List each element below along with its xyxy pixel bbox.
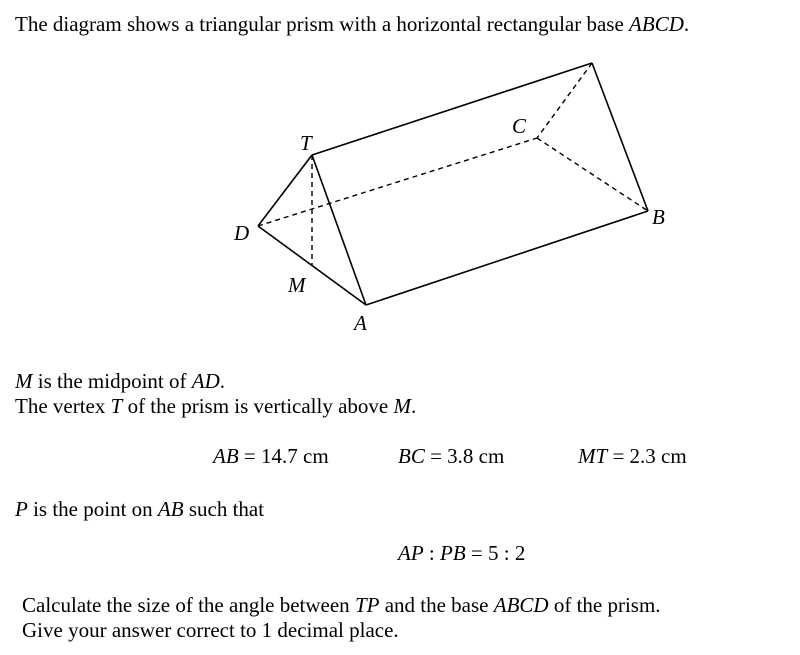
- ratio-colon: :: [423, 541, 440, 565]
- question-start: Calculate the size of the angle between: [22, 593, 355, 617]
- label-A: A: [354, 311, 367, 335]
- question-base: ABCD: [493, 593, 549, 617]
- label-B: B: [652, 205, 665, 229]
- fact-vertex-var: T: [110, 394, 123, 418]
- point-def-seg: AB: [157, 497, 184, 521]
- fact-midpoint: [15, 369, 225, 393]
- label-T: T: [300, 131, 312, 155]
- fact-vertex-var2: M: [393, 394, 411, 418]
- question-var-TP: TP: [354, 593, 380, 617]
- fact-midpoint-text: is the midpoint of: [32, 369, 192, 393]
- intro-base-name: ABCD: [629, 12, 684, 36]
- edge-T-ridge: [312, 63, 592, 155]
- edge-AB: [366, 211, 648, 305]
- fact-vertex: [15, 394, 416, 418]
- measurement-MT: [578, 444, 687, 468]
- ratio-AP: AP: [398, 541, 424, 565]
- measurement-name: AB: [213, 444, 239, 468]
- point-def-text: is the point on: [27, 497, 158, 521]
- label-C: C: [512, 114, 527, 138]
- question-mid: and the base: [379, 593, 494, 617]
- edge-TA: [312, 155, 366, 305]
- fact-vertex-end: .: [411, 394, 417, 418]
- ratio-PB: PB: [440, 541, 466, 565]
- question-line-2: [22, 618, 399, 642]
- question-instruction: Give your answer correct to 1 decimal place.: [22, 618, 399, 642]
- edge-ridge-C-hidden: [537, 63, 592, 138]
- measurement-BC: [398, 444, 504, 468]
- label-M: M: [288, 273, 306, 297]
- measurement-value: = 14.7 cm: [238, 444, 329, 468]
- label-D: D: [234, 221, 250, 245]
- intro-period: .: [683, 12, 690, 36]
- intro-body: The diagram shows a triangular prism with a horizontal rectangular base: [15, 12, 630, 36]
- edge-CB-hidden: [537, 138, 648, 211]
- point-definition: [15, 497, 264, 521]
- fact-midpoint-end: .: [219, 369, 225, 393]
- measurement-name: MT: [578, 444, 608, 468]
- fact-midpoint-var: M: [15, 369, 33, 393]
- measurement-value: = 2.3 cm: [607, 444, 687, 468]
- ratio-value: = 5 : 2: [465, 541, 526, 565]
- question-line-1: [22, 593, 661, 617]
- fact-vertex-text1: The vertex: [15, 394, 111, 418]
- measurement-name: BC: [398, 444, 425, 468]
- measurement-AB: [213, 444, 329, 468]
- point-def-var: P: [15, 497, 28, 521]
- edge-TD: [258, 155, 312, 226]
- ratio-equation: [398, 541, 525, 565]
- question-end: of the prism.: [548, 593, 661, 617]
- fact-vertex-text2: of the prism is vertically above: [122, 394, 394, 418]
- measurement-value: = 3.8 cm: [424, 444, 505, 468]
- point-def-end: such that: [183, 497, 265, 521]
- edge-ridge-B: [592, 63, 648, 211]
- fact-midpoint-seg: AD: [191, 369, 220, 393]
